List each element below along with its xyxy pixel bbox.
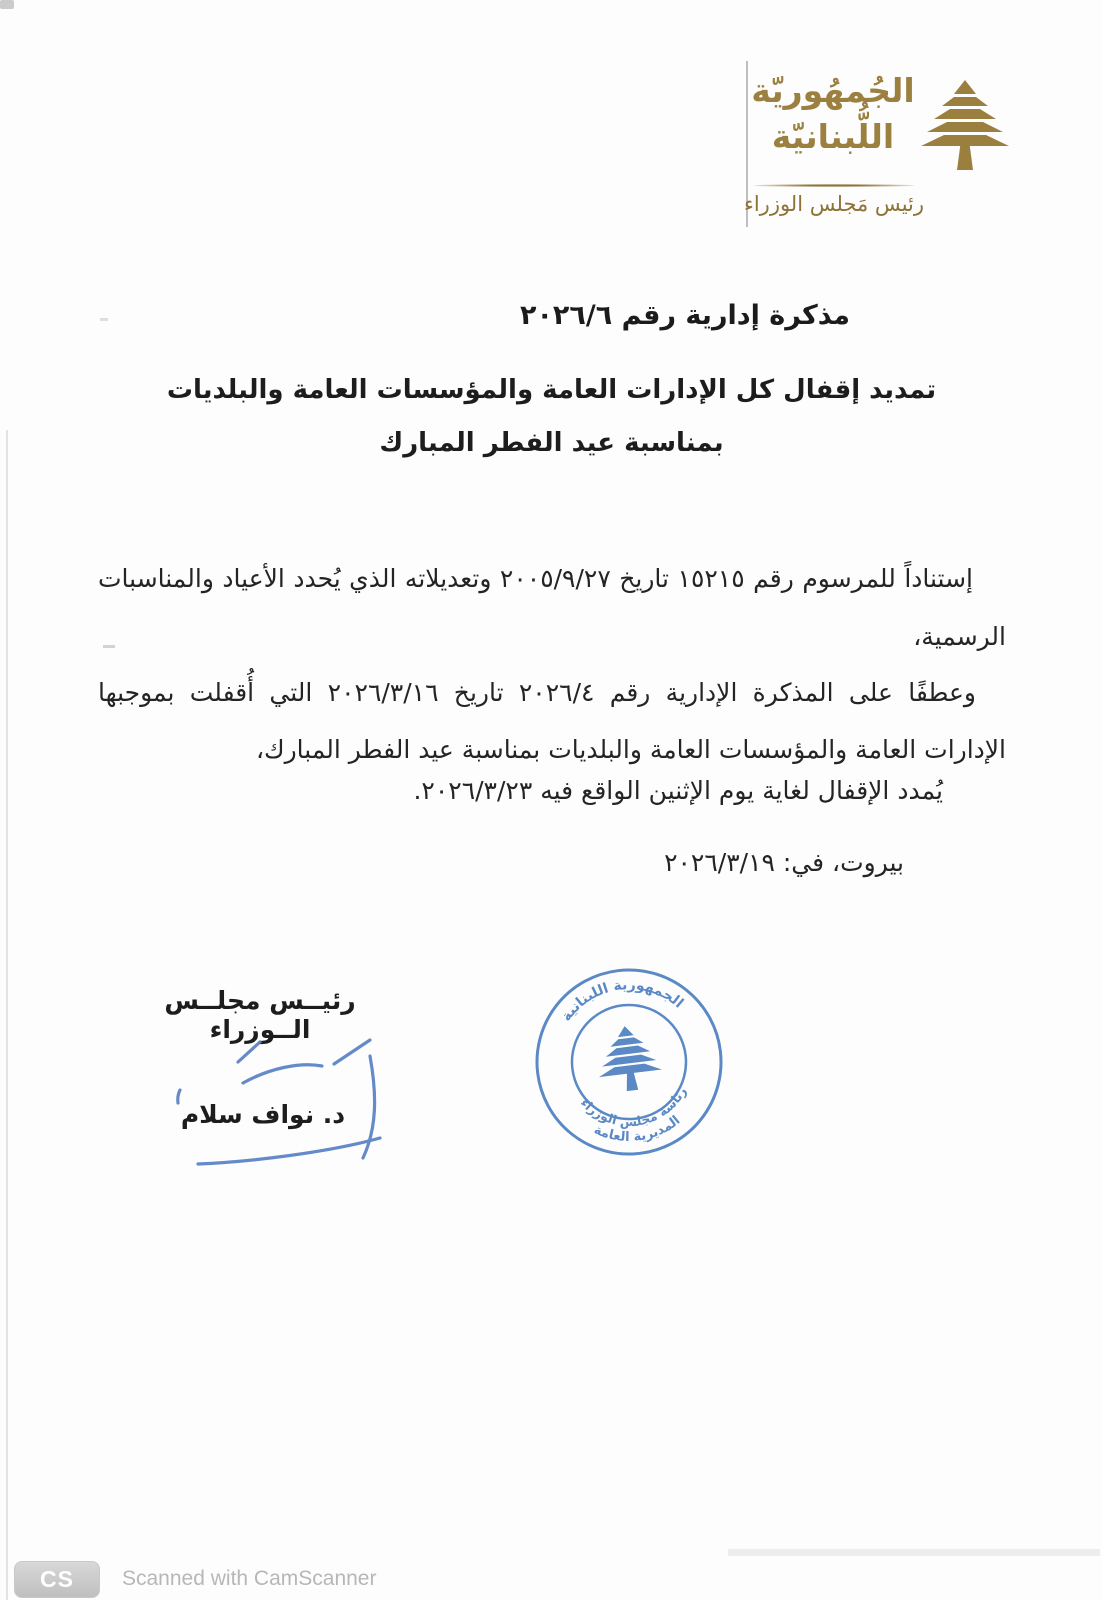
body-paragraph-2: وعطفًا على المذكرة الإدارية رقم ٢٠٢٦/٤ تاريخ ٢٠٢٦/٣/١٦ التي أُقفلت بموجبها الإدارات العامة والمؤسسات العامة والبلديات بمناسبة عيد الفطر المبارك، <box>98 678 1006 764</box>
scan-artifact <box>100 318 108 321</box>
memo-title: مذكرة إدارية رقم ٢٠٢٦/٦ <box>519 300 851 331</box>
official-round-stamp <box>521 954 737 1170</box>
cedar-tree-icon <box>917 74 1013 174</box>
scan-artifact <box>728 1549 1100 1556</box>
camscanner-watermark-text: Scanned with CamScanner <box>122 1567 377 1590</box>
stamp-text-presidency: رئاسة مجلس الوزراء <box>577 1084 690 1129</box>
cedar-tree-icon <box>593 1022 664 1094</box>
republic-calligraphy <box>747 68 919 160</box>
letterhead <box>733 58 1033 236</box>
republic-line2: اللُّبنانيّة <box>771 117 895 156</box>
handwritten-signature <box>150 1020 410 1180</box>
stamp-text-directorate: المديرية العامة <box>591 1113 684 1146</box>
stamp-text-republic: الجمهورية اللبنانية <box>558 977 687 1025</box>
memo-subject-line2: بمناسبة عيد الفطر المبارك <box>379 428 724 458</box>
memo-subject-line1: تمديد إقفال كل الإدارات العامة والمؤسسات العامة والبلديات <box>166 375 937 405</box>
scan-artifact <box>0 0 14 9</box>
republic-line1: الجُمهُوريّة <box>751 71 915 110</box>
body-paragraph-3: يُمدد الإقفال لغاية يوم الإثنين الواقع فيه ٢٠٢٦/٣/٢٣. <box>413 776 943 805</box>
body-paragraph-1: إستناداً للمرسوم رقم ١٥٢١٥ تاريخ ٢٠٠٥/٩/٢٧ وتعديلاته الذي يُحدد الأعياد والمناسبات الرسمية، <box>98 564 1006 651</box>
signatory-title: رئيــس مجلــس الــوزراء <box>164 986 356 1044</box>
scan-artifact <box>6 430 8 1600</box>
letterhead-divider-horizontal <box>753 184 915 187</box>
date-line: بيروت، في: ٢٠٢٦/٣/١٩ <box>664 848 904 877</box>
signatory-name: د. نواف سلام <box>180 1100 346 1129</box>
memo-subject <box>60 364 1043 470</box>
letterhead-office-title: رئيس مَجلس الوزراء <box>743 192 925 216</box>
camscanner-logo: CS <box>14 1561 100 1598</box>
